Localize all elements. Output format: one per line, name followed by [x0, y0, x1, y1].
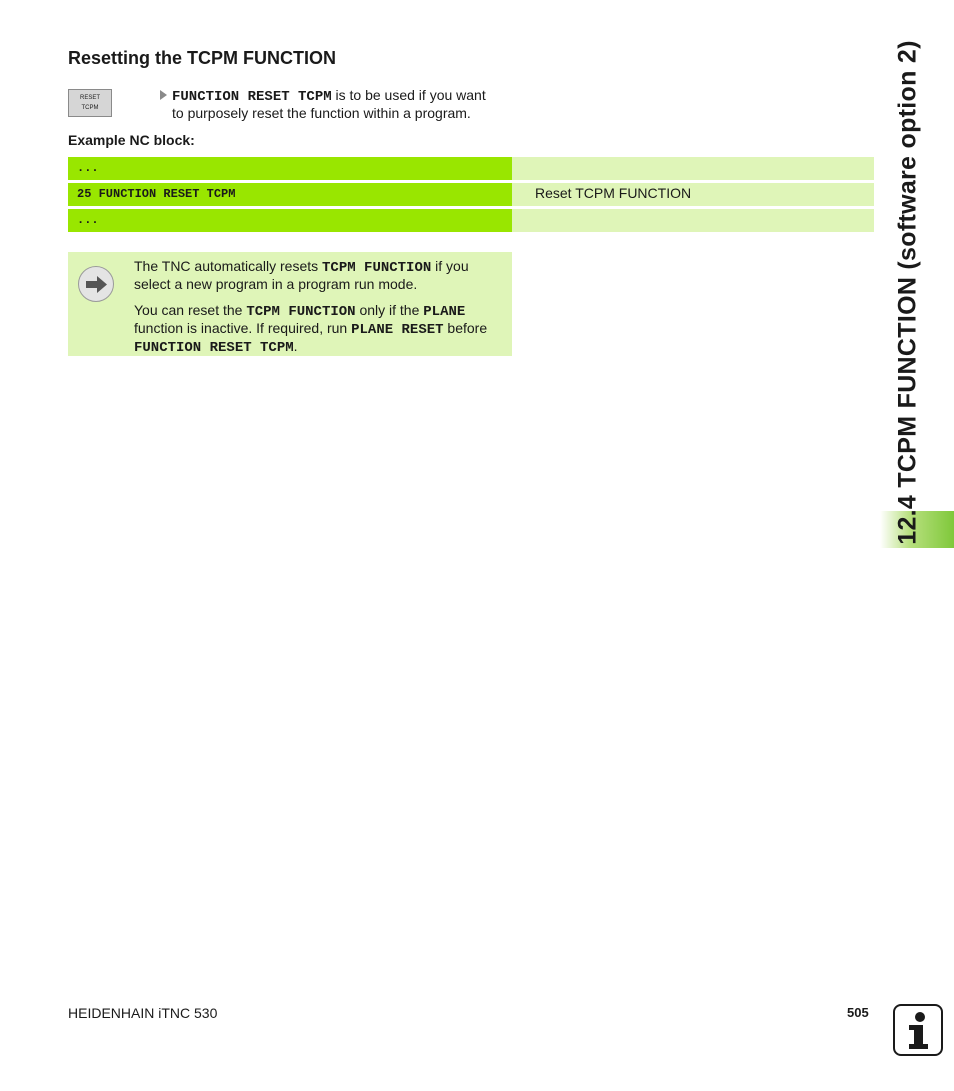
- note-text-span: You can reset the: [134, 302, 247, 318]
- arrow-right-icon: [78, 266, 114, 302]
- example-label: Example NC block:: [68, 132, 195, 148]
- note-code-span: FUNCTION RESET TCPM: [134, 340, 294, 356]
- note-code-span: PLANE RESET: [351, 322, 444, 338]
- nc-comment-cell: [512, 209, 874, 232]
- nc-code-cell: ...: [68, 209, 512, 232]
- softkey-description: [160, 87, 500, 121]
- note-text-span: before: [443, 320, 488, 336]
- nc-code-cell: 25 FUNCTION RESET TCPM: [68, 183, 512, 206]
- nc-row: [68, 209, 874, 232]
- chapter-title-vertical: [872, 20, 944, 565]
- info-icon: [893, 1004, 943, 1056]
- nc-comment-cell: [512, 157, 874, 180]
- note-code-span: PLANE: [423, 304, 466, 320]
- softkey-label-line1: RESET: [79, 95, 100, 101]
- nc-row: [68, 157, 874, 180]
- nc-code-cell: ...: [68, 157, 512, 180]
- footer-product-name: HEIDENHAIN iTNC 530: [68, 1005, 218, 1021]
- note-text: [134, 258, 506, 366]
- nc-comment-cell: Reset TCPM FUNCTION: [512, 183, 874, 206]
- note-paragraph: [134, 302, 506, 356]
- section-title: Resetting the TCPM FUNCTION: [68, 48, 336, 68]
- page-number: 505: [847, 1005, 869, 1020]
- softkey-label-line2: TCPM: [81, 105, 99, 111]
- nc-row: [68, 183, 874, 206]
- nc-example-table: [68, 157, 874, 235]
- note-text-span: .: [293, 338, 298, 354]
- note-text-span: if you select a new program in a program run mode.: [134, 258, 469, 292]
- bullet-triangle-icon: [160, 90, 167, 100]
- note-paragraph: [134, 258, 506, 292]
- chapter-title-text: 12.4 TCPM FUNCTION (software option 2): [893, 40, 922, 545]
- note-code-span: TCPM FUNCTION: [322, 260, 432, 276]
- note-text-span: only if the: [355, 302, 424, 318]
- description-code: FUNCTION RESET TCPM: [172, 89, 332, 105]
- note-code-span: TCPM FUNCTION: [246, 304, 356, 320]
- note-text-span: function is inactive. If required, run: [134, 320, 352, 336]
- note-text-span: The TNC automatically resets: [134, 258, 323, 274]
- description-text: is to be used if you want to purposely reset the function within a program.: [172, 87, 486, 121]
- note-box: [68, 252, 512, 356]
- reset-tcpm-softkey[interactable]: [68, 89, 112, 117]
